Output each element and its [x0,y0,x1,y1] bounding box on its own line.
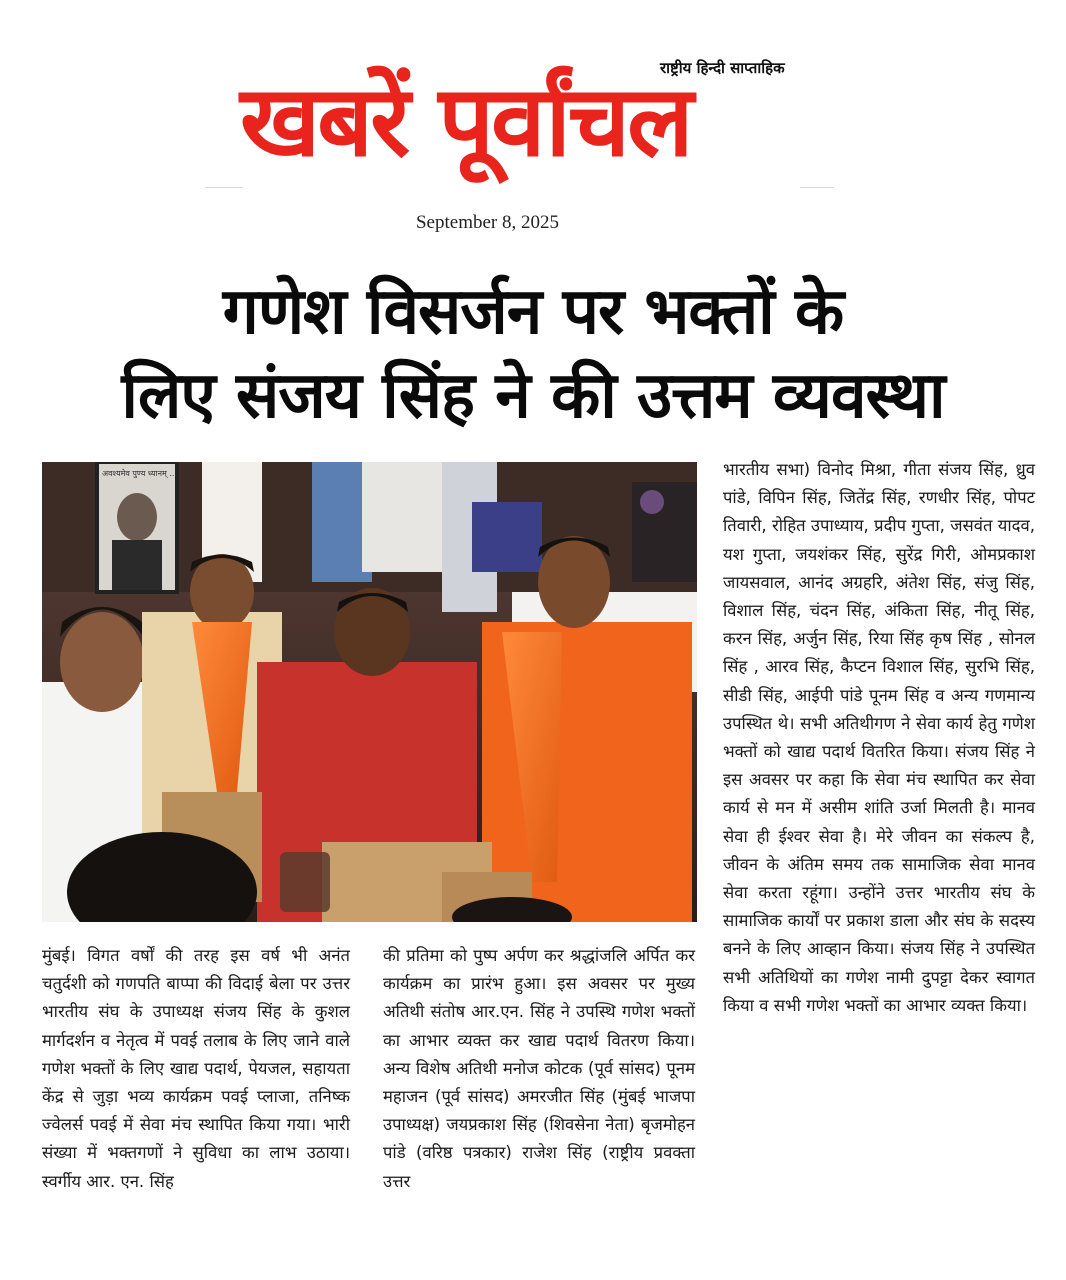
publication-date: September 8, 2025 [415,212,559,233]
news-photo [42,462,697,922]
article-column-3: भारतीय सभा) विनोद मिश्रा, गीता संजय सिंह, ध्रुव पांडे, विपिन सिंह, जितेंद्र सिंह, रणधीर सिंह, पोपट तिवारी, रोहित उपाध्याय, प्रदीप गुप्ता, जसवंत यादव, यश गुप्ता, जयशंकर सिंह, सुरेंद्र गिरी, ओमप्रकाश जायसवाल, आनंद अग्रहरि, अंतेश सिंह, संजु सिंह, विशाल सिंह, चंदन सिंह, अंकिता सिंह, नीतू सिंह, करन सिंह, अर्जुन सिंह, रिया सिंह कृष सिंह , सोनल सिंह , आरव सिंह, कैप्टन विशाल सिंह, सुरभि सिंह, सीडी सिंह, आईपी पांडे पूनम सिंह व अन्य गणमान्य उपस्थित थे। सभी अतिथीगण ने सेवा कार्य हेतु गणेश भक्तों को खाद्य पदार्थ वितरित किया। संजय सिंह ने इस अवसर पर कहा कि सेवा मंच स्थापित कर सेवा कार्य से मन में असीम शांति उर्जा मिलती है। मानव सेवा ही ईश्वर सेवा है। मेरे जीवन का संकल्प है, जीवन के अंतिम समय तक सामाजिक सेवा मानव सेवा करता रहूंगा। उन्होंने उत्तर भारतीय संघ के सामाजिक कार्यों पर प्रकाश डाला और संघ के सदस्य बनने के लिए आव्हान किया। संजय सिंह ने उपस्थित सभी अतिथियों का गणेश नामी दुपट्टा देकर स्वागत किया व सभी गणेश भक्तों का आभार व्यक्त किया। [723,460,1035,1015]
masthead [0,0,1066,200]
newspaper-logo: खबरें पूर्वांचल [240,65,691,179]
headline-line-1: गणेश विसर्जन पर भक्तों के [222,275,844,349]
masthead-rule-right [800,187,834,188]
poster-text: अवश्यमेव पुण्य ध्यानम् ... [102,469,178,478]
masthead-tagline: राष्ट्रीय हिन्दी साप्ताहिक [660,59,785,77]
masthead-rule-left [205,187,243,188]
article-column-2: की प्रतिमा को पुष्प अर्पण कर श्रद्धांजलि अर्पित कर कार्यक्रम का प्रारंभ हुआ। इस अवसर पर मुख्य अतिथी संतोष आर.एन. सिंह ने उपस्थि गणेश भक्तों का आभार व्यक्त कर खाद्य पदार्थ वितरण किया। अन्य विशेष अतिथी मनोज कोटक (पूर्व सांसद) पूनम महाजन (पूर्व सांसद) अमरजीत सिंह (मुंबई भाजपा उपाध्यक्ष) जयप्रकाश सिंह (शिवसेना नेता) बृजमोहन पांडे (वरिष्ठ पत्रकार) राजेश सिंह (राष्ट्रीय प्रवक्ता उत्तर [383,946,695,1191]
headline [20,270,1046,438]
article-column-1: मुंबई। विगत वर्षों की तरह इस वर्ष भी अनंत चतुर्दशी को गणपति बाप्पा की विदाई बेला पर उत्तर भारतीय संघ के उपाध्यक्ष संजय सिंह के कुशल मार्गदर्शन व नेतृत्व में पवई तलाब के लिए जाने वाले गणेश भक्तों के लिए खाद्य पदार्थ, पेयजल, सहायता केंद्र से जुड़ा भव्य कार्यक्रम पवई प्लाजा, तनिष्क ज्वेलर्स पवई में सेवा मंच स्थापित किया गया। भारी संख्या में भक्तगणों ने सुविधा का लाभ उठाया। स्वर्गीय आर. एन. सिंह [42,946,350,1191]
headline-line-2: लिए संजय सिंह ने की उत्तम व्यवस्था [121,359,945,433]
